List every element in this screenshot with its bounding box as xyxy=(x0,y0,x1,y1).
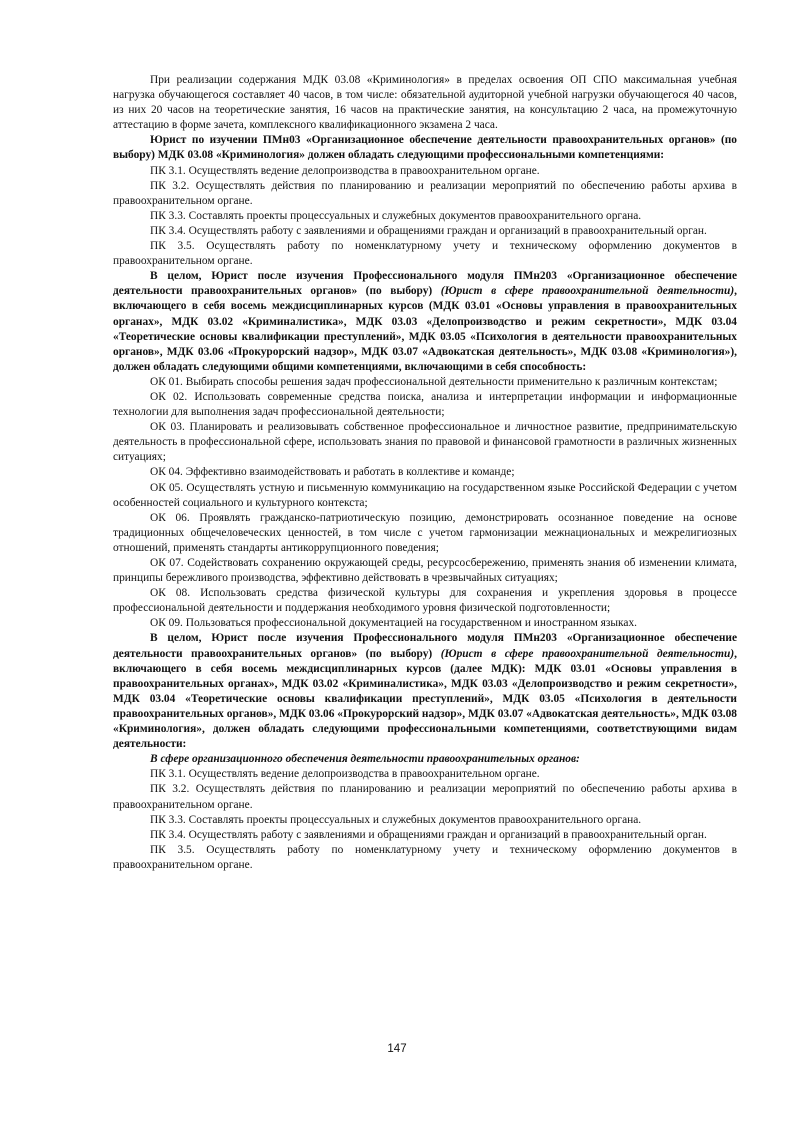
page-number: 147 xyxy=(387,1043,407,1055)
text-span: , включающего в себя восемь междисциплинарных курсов (далее МДК): МДК 03.01 «Основы управления в правоохранительных органах», МДК 03.02 «Криминалистика», МДК 03.03 «Делопроизводство и режим секретности», МДК 03.04 «Теоретические основы квалификации преступлений», МДК 03.05 «Психология в деятельности правоохранительных органов», МДК 03.06 «Прокурорский надзор», МДК 03.07 «Адвокатская деятельность», МДК 03.08 «Криминология», должен обладать следующими профессиональными компетенциями, соответствующими видам деятельности: xyxy=(113,647,737,751)
paragraph xyxy=(113,631,737,752)
paragraph: ОК 02. Использовать современные средства поиска, анализа и интерпретации информации и информационные технологии для выполнения задач профессиональной деятельности; xyxy=(113,390,737,419)
paragraph: ОК 04. Эффективно взаимодействовать и работать в коллективе и команде; xyxy=(150,466,515,479)
italic-text-span: (Юрист в сфере правоохранительной деятельности) xyxy=(440,647,735,660)
paragraph: ОК 09. Пользоваться профессиональной документацией на государственном и иностранном языках. xyxy=(150,617,637,630)
paragraph xyxy=(113,269,737,375)
paragraph: В сфере организационного обеспечения деятельности правоохранительных органов: xyxy=(150,753,580,766)
paragraph: ОК 06. Проявлять гражданско-патриотическую позицию, демонстрировать осознанное поведение на основе традиционных общечеловеческих ценностей, в том числе с учетом гармонизации межнациональных и межрелигиозных отношений, применять стандарты антикоррупционного поведения; xyxy=(113,511,737,554)
paragraph: ПК 3.2. Осуществлять действия по планированию и реализации мероприятий по обеспечению работы архива в правоохранительном органе. xyxy=(113,179,737,207)
text-span: , включающего в себя восемь междисциплинарных курсов (МДК 03.01 «Основы управления в правоохранительных органах», МДК 03.02 «Криминалистика», МДК 03.03 «Делопроизводство и режим секретности», МДК 03.04 «Теоретические основы квалификации преступлений», МДК 03.05 «Психология в деятельности правоохранительных органов», МДК 03.06 «Прокурорский надзор», МДК 03.07 «Адвокатская деятельность», МДК 03.08 «Криминология»), должен обладать следующими общими компетенциями, включающими в себя способность: xyxy=(113,285,737,373)
paragraph: ОК 03. Планировать и реализовывать собственное профессиональное и личностное развитие, предпринимательскую деятельность в профессиональной сфере, использовать знания по правовой и финансовой грамотности в различных жизненных ситуациях; xyxy=(113,421,737,464)
paragraph: ОК 07. Содействовать сохранению окружающей среды, ресурсосбережению, применять знания об изменении климата, принципы бережливого производства, эффективно действовать в чрезвычайных ситуациях; xyxy=(113,557,737,585)
paragraph: ПК 3.4. Осуществлять работу с заявлениями и обращениями граждан и организаций в правоохранительный орган. xyxy=(150,224,707,237)
paragraph: Юрист по изучении ПМн03 «Организационное обеспечение деятельности правоохранительных органов» (по выбору) МДК 03.08 «Криминология» должен обладать следующими профессиональными компетенциями: xyxy=(113,134,737,162)
paragraph: ПК 3.4. Осуществлять работу с заявлениями и обращениями граждан и организаций в правоохранительный орган. xyxy=(150,828,707,841)
paragraph: ПК 3.3. Составлять проекты процессуальных и служебных документов правоохранительного органа. xyxy=(150,209,642,222)
paragraph: ПК 3.5. Осуществлять работу по номенклатурному учету и техническому оформлению документов в правоохранительном органе. xyxy=(113,843,737,871)
paragraph: ПК 3.1. Осуществлять ведение делопроизводства в правоохранительном органе. xyxy=(150,164,540,177)
paragraph: При реализации содержания МДК 03.08 «Криминология» в пределах освоения ОП СПО максимальная учебная нагрузка обучающегося составляет 40 часов, в том числе: обязательной аудиторной учебной нагрузки обучающегося 40 часов, из них 20 часов на теоретические занятия, 16 часов на практические занятия, на консультацию 2 часа, на промежуточную аттестацию в форме зачета, комплексного квалификационного экзамена 2 часа. xyxy=(113,74,737,132)
paragraph: ПК 3.1. Осуществлять ведение делопроизводства в правоохранительном органе. xyxy=(150,768,540,781)
paragraph: ПК 3.5. Осуществлять работу по номенклатурному учету и техническому оформлению документов в правоохранительном органе. xyxy=(113,240,737,268)
paragraph: ОК 05. Осуществлять устную и письменную коммуникацию на государственном языке Российской Федерации с учетом особенностей социального и культурного контекста; xyxy=(113,481,737,509)
text-span: В целом, Юрист после изучения Профессионального модуля ПМн203 «Организационное обеспечение деятельности правоохранительных органов» (по выбору) xyxy=(113,632,737,660)
paragraph: ПК 3.3. Составлять проекты процессуальных и служебных документов правоохранительного органа. xyxy=(150,813,642,826)
document-page xyxy=(113,73,737,873)
paragraph: ПК 3.2. Осуществлять действия по планированию и реализации мероприятий по обеспечению работы архива в правоохранительном органе. xyxy=(113,783,737,811)
text-span: В целом, Юрист после изучения Профессионального модуля ПМн203 «Организационное обеспечение деятельности правоохранительных органов» (по выбору) xyxy=(113,270,737,298)
document-body xyxy=(113,73,737,873)
italic-text-span: (Юрист в сфере правоохранительной деятельности) xyxy=(440,285,735,298)
paragraph: ОК 08. Использовать средства физической культуры для сохранения и укрепления здоровья в процессе профессиональной деятельности и поддержания необходимого уровня физической подготовленности; xyxy=(113,587,737,615)
paragraph: ОК 01. Выбирать способы решения задач профессиональной деятельности применительно к различным контекстам; xyxy=(150,375,718,388)
